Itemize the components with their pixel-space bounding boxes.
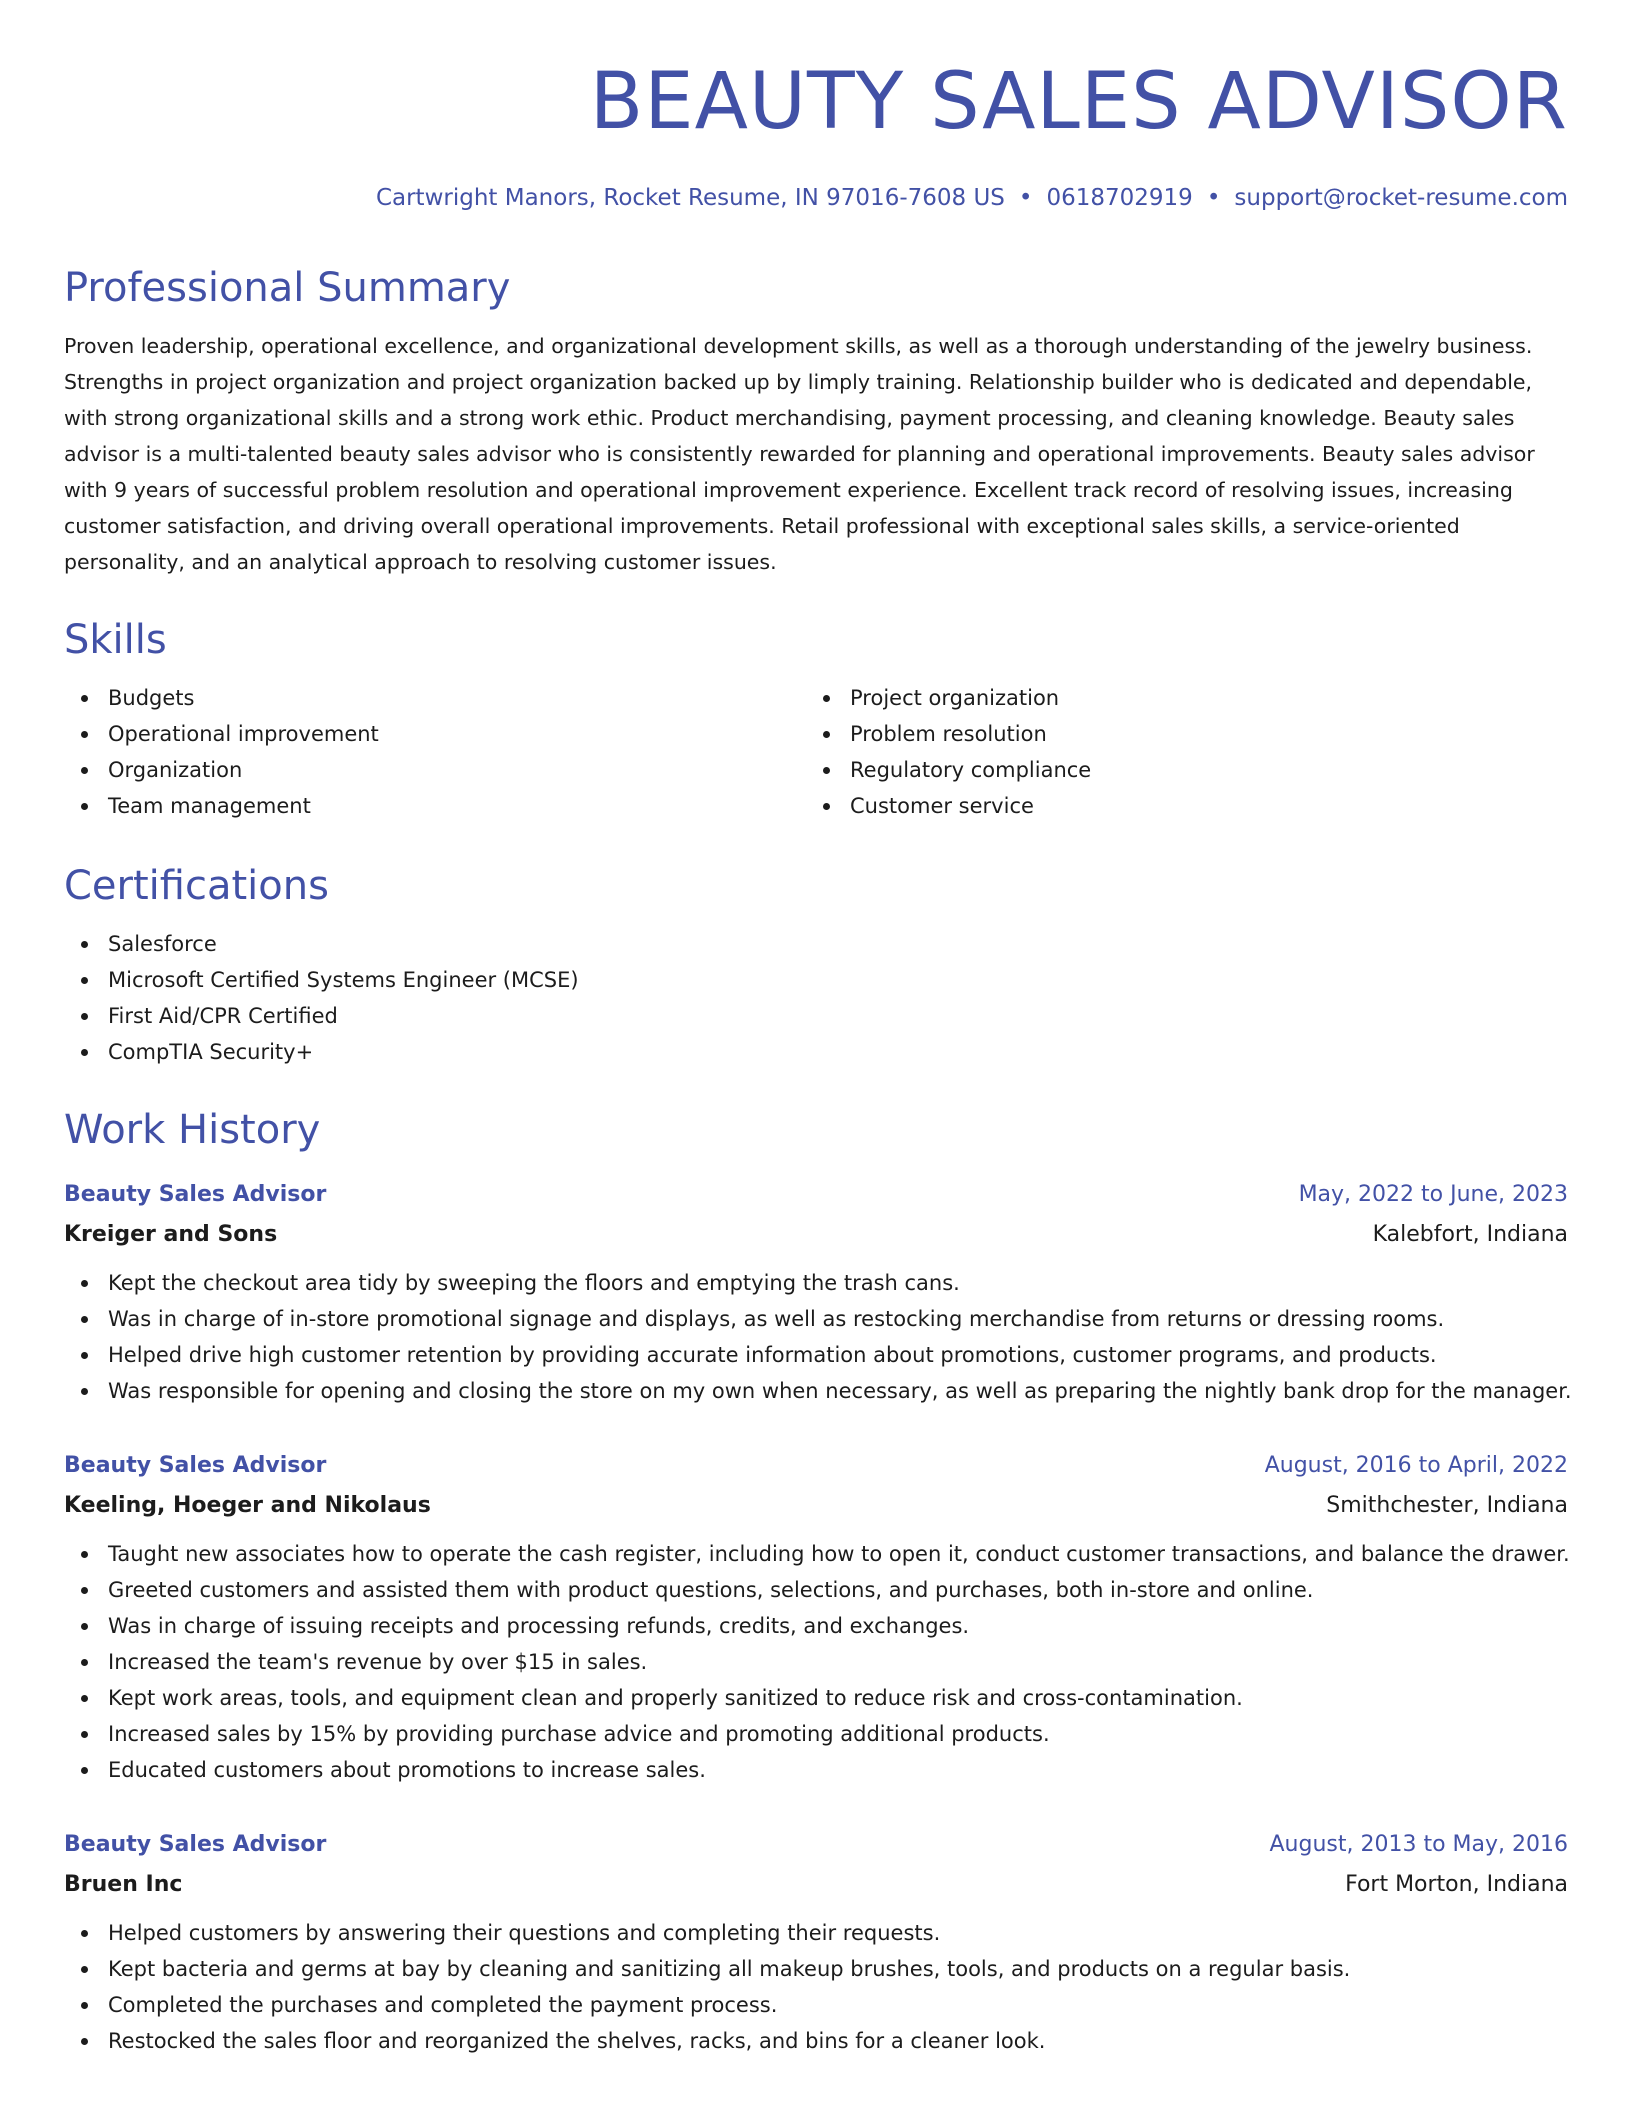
resume-name: BEAUTY SALES ADVISOR <box>589 57 1568 147</box>
skill-item: Customer service <box>806 788 1548 824</box>
job-bullet: Was in charge of issuing receipts and processing refunds, credits, and exchanges. <box>64 1608 1568 1644</box>
job-bullet: Taught new associates how to operate the cash register, including how to open it, conduct customer transactions, and balance the drawer. <box>64 1536 1568 1572</box>
job-dates: August, 2013 to May, 2016 <box>1269 1832 1568 1857</box>
skill-item: Regulatory compliance <box>806 752 1548 788</box>
certifications-section <box>64 858 1568 1070</box>
job-company-row <box>64 1215 1568 1255</box>
certification-item: Salesforce <box>64 926 1568 962</box>
job-bullet: Restocked the sales floor and reorganized the shelves, racks, and bins for a cleaner look. <box>64 2023 1568 2059</box>
job-location: Kalebfort, Indiana <box>1372 1222 1568 1247</box>
job-bullet: Educated customers about promotions to increase sales. <box>64 1752 1568 1788</box>
contact-separator: • <box>1018 185 1033 211</box>
contact-separator: • <box>1206 185 1221 211</box>
summary-text: Proven leadership, operational excellence, and organizational development skills, as well as a thorough understanding of the jewelry business. Strengths in project organization and project organization backed up by limply training. Relationship builder who is dedicated and dependable, with strong organizational skills and a strong work ethic. Product merchandising, payment processing, and cleaning knowledge. Beauty sales advisor is a multi-talented beauty sales advisor who is consistently rewarded for planning and operational improvements. Beauty sales advisor with 9 years of successful problem resolution and operational improvement experience. Excellent track record of resolving issues, increasing customer satisfaction, and driving overall operational improvements. Retail professional with exceptional sales skills, a service-oriented personality, and an analytical approach to resolving customer issues. <box>64 334 1535 574</box>
job-bullet: Completed the purchases and completed the payment process. <box>64 1987 1568 2023</box>
job-title: Beauty Sales Advisor <box>64 1453 327 1478</box>
skills-columns <box>64 680 1568 824</box>
contact-line <box>376 180 1568 216</box>
job-entry <box>64 1446 1568 1788</box>
job-location: Smithchester, Indiana <box>1326 1493 1568 1518</box>
job-bullet: Helped customers by answering their questions and completing their requests. <box>64 1915 1568 1951</box>
job-bullets <box>64 1915 1568 2059</box>
job-header-row <box>64 1175 1568 1215</box>
job-bullets <box>64 1265 1572 1409</box>
skill-item: Operational improvement <box>64 716 806 752</box>
job-header-row <box>64 1446 1568 1486</box>
resume-page <box>64 0 1572 2112</box>
skill-item: Problem resolution <box>806 716 1548 752</box>
job-company-row <box>64 1486 1568 1526</box>
job-header-row <box>64 1825 1568 1865</box>
job-entry <box>64 1175 1572 1409</box>
certification-item: CompTIA Security+ <box>64 1034 1568 1070</box>
job-company-row <box>64 1865 1568 1905</box>
job-company: Bruen Inc <box>64 1872 183 1897</box>
job-company: Kreiger and Sons <box>64 1222 278 1247</box>
summary-title: Professional Summary <box>64 265 511 311</box>
contact-phone: 0618702919 <box>1046 185 1193 211</box>
job-bullet: Kept work areas, tools, and equipment clean and properly sanitized to reduce risk and cross-contamination. <box>64 1680 1568 1716</box>
skills-section <box>64 612 1568 824</box>
job-bullet: Increased the team's revenue by over $15 in sales. <box>64 1644 1568 1680</box>
job-dates: May, 2022 to June, 2023 <box>1298 1182 1568 1207</box>
job-bullet: Kept the checkout area tidy by sweeping the floors and emptying the trash cans. <box>64 1265 1568 1301</box>
job-bullet: Was in charge of in-store promotional signage and displays, as well as restocking merchandise from returns or dressing rooms. <box>64 1301 1568 1337</box>
skill-item: Organization <box>64 752 806 788</box>
skill-item: Team management <box>64 788 806 824</box>
skill-item: Budgets <box>64 680 806 716</box>
job-company: Keeling, Hoeger and Nikolaus <box>64 1493 431 1518</box>
job-title: Beauty Sales Advisor <box>64 1832 327 1857</box>
job-bullet: Increased sales by 15% by providing purchase advice and promoting additional products. <box>64 1716 1568 1752</box>
certification-item: First Aid/CPR Certified <box>64 998 1568 1034</box>
certification-item: Microsoft Certified Systems Engineer (MCSE) <box>64 962 1568 998</box>
job-bullet: Greeted customers and assisted them with product questions, selections, and purchases, both in-store and online. <box>64 1572 1568 1608</box>
contact-address: Cartwright Manors, Rocket Resume, IN 97016-7608 US <box>375 185 1005 211</box>
work-history-title: Work History <box>64 1107 321 1153</box>
skills-list-left <box>64 680 806 824</box>
summary-section <box>64 260 1568 580</box>
job-bullet: Helped drive high customer retention by providing accurate information about promotions, customer programs, and products. <box>64 1337 1568 1373</box>
contact-email[interactable]: support@rocket-resume.com <box>1234 185 1568 211</box>
job-title: Beauty Sales Advisor <box>64 1182 327 1207</box>
job-dates: August, 2016 to April, 2022 <box>1264 1453 1568 1478</box>
certifications-title: Certifications <box>64 863 329 909</box>
skills-list-right <box>806 680 1548 824</box>
job-location: Fort Morton, Indiana <box>1345 1872 1568 1897</box>
work-history-section <box>64 1102 1568 1158</box>
certifications-list <box>64 926 1568 1070</box>
job-bullet: Kept bacteria and germs at bay by cleaning and sanitizing all makeup brushes, tools, and products on a regular basis. <box>64 1951 1568 1987</box>
skills-title: Skills <box>64 617 167 663</box>
job-bullets <box>64 1536 1568 1788</box>
job-entry <box>64 1825 1568 2059</box>
job-bullet: Was responsible for opening and closing the store on my own when necessary, as well as preparing the nightly bank drop for the manager. <box>64 1373 1568 1409</box>
skill-item: Project organization <box>806 680 1548 716</box>
